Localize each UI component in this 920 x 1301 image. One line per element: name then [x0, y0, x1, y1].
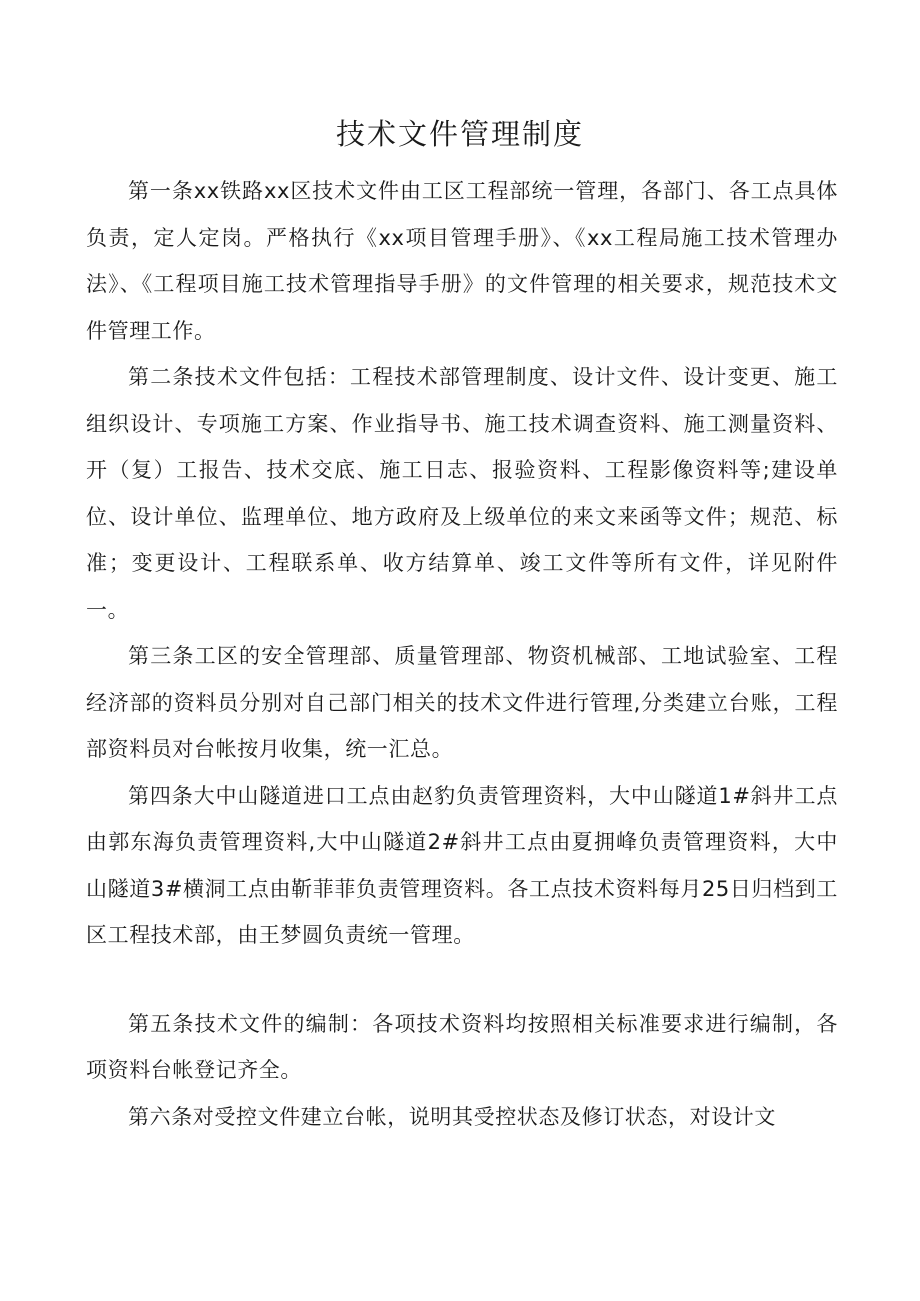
paragraph-spacer	[86, 959, 838, 1001]
article-3: 第三条工区的安全管理部、质量管理部、物资机械部、工地试验室、工程经济部的资料员分别对自己部门相关的技术文件进行管理,分类建立台账，工程部资料员对台帐按月收集，统一汇总。	[86, 644, 838, 761]
article-5: 第五条技术文件的编制：各项技术资料均按照相关标准要求进行编制，各项资料台帐登记齐全。	[86, 1011, 838, 1082]
document-body	[86, 168, 838, 1140]
article-2: 第二条技术文件包括：工程技术部管理制度、设计文件、设计变更、施工组织设计、专项施工方案、作业指导书、施工技术调查资料、施工测量资料、开（复）工报告、技术交底、施工日志、报验资料、工程影像资料等;建设单位、设计单位、监理单位、地方政府及上级单位的来文来函等文件；规范、标准；变更设计、工程联系单、收方结算单、竣工文件等所有文件，详见附件一。	[86, 365, 838, 622]
article-4: 第四条大中山隧道进口工点由赵豹负责管理资料，大中山隧道1#斜井工点由郭东海负责管理资料,大中山隧道2#斜井工点由夏拥峰负责管理资料，大中山隧道3#横洞工点由靳菲菲负责管理资料。各工点技术资料每月25日归档到工区工程技术部，由王梦圆负责统一管理。	[86, 783, 838, 947]
document-title: 技术文件管理制度	[335, 117, 584, 151]
article-6: 第六条对受控文件建立台帐，说明其受控状态及修订状态，对设计文	[128, 1104, 776, 1129]
article-1: 第一条xx铁路xx区技术文件由工区工程部统一管理，各部门、各工点具体负责，定人定岗。严格执行《xx项目管理手册》、《xx工程局施工技术管理办法》、《工程项目施工技术管理指导手册》的文件管理的相关要求，规范技术文件管理工作。	[86, 179, 838, 343]
